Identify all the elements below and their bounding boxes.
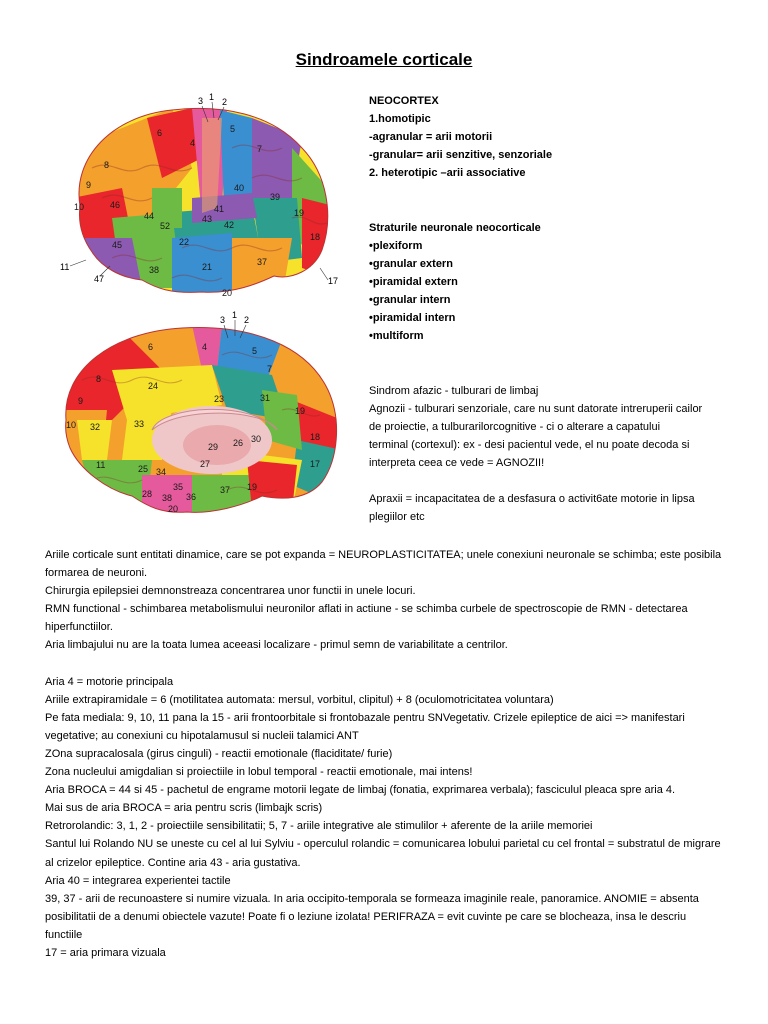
lateral-label: 17 bbox=[328, 276, 339, 286]
page-title: Sindroamele corticale bbox=[295, 50, 473, 69]
lateral-label: 7 bbox=[257, 144, 263, 154]
neocortex-line: -agranular = arii motorii bbox=[369, 131, 493, 143]
afazic-line: Sindrom afazic - tulburari de limbaj bbox=[369, 385, 539, 397]
lateral-label: 47 bbox=[94, 274, 105, 284]
sindroame-section bbox=[369, 382, 759, 526]
medial-label: 29 bbox=[208, 442, 219, 452]
body-paragraph: Chirurgia epilepsiei demnonstreaza concentrarea unor functii in unele locuri. bbox=[45, 585, 416, 598]
lateral-label: 4 bbox=[190, 138, 196, 148]
medial-label: 38 bbox=[162, 493, 173, 503]
straturi-item: •granular intern bbox=[369, 294, 451, 306]
body-paragraph: Aria 40 = integrarea experientei tactile bbox=[45, 874, 231, 887]
medial-label: 20 bbox=[168, 504, 179, 514]
straturi-item: •plexiform bbox=[369, 240, 423, 252]
agnozii-line: interpreta ceea ce vede = AGNOZII! bbox=[369, 457, 545, 469]
lateral-label: 42 bbox=[224, 220, 235, 230]
lateral-label: 11 bbox=[60, 262, 70, 272]
lateral-label: 22 bbox=[179, 237, 190, 247]
lateral-label: 43 bbox=[202, 214, 213, 224]
straturi-item: •piramidal extern bbox=[369, 276, 458, 288]
neocortex-line: 1.homotipic bbox=[369, 113, 431, 125]
body-paragraph: Retrorolandic: 3, 1, 2 - proiectiile sensibilitatii; 5, 7 - ariile integrative ale stimulilor + aferente de la ariile memoriei bbox=[45, 820, 593, 833]
lateral-label: 44 bbox=[144, 211, 155, 221]
body-paragraph: Ariile extrapiramidale = 6 (motilitatea automata: mersul, vorbitul, clipitul) + 8 (oculomotricitatea voluntara) bbox=[45, 693, 554, 706]
medial-label: 25 bbox=[138, 464, 149, 474]
lateral-label: 8 bbox=[104, 160, 110, 170]
medial-label: 6 bbox=[148, 342, 154, 352]
lateral-label: 40 bbox=[234, 183, 245, 193]
agnozii-line: Agnozii - tulburari senzoriale, care nu sunt datorate intreruperii cailor bbox=[369, 403, 703, 415]
medial-label: 32 bbox=[90, 422, 101, 432]
medial-label: 33 bbox=[134, 419, 145, 429]
lateral-label: 18 bbox=[310, 232, 321, 242]
medial-label: 34 bbox=[156, 467, 167, 477]
medial-label: 26 bbox=[233, 438, 244, 448]
medial-label: 27 bbox=[200, 459, 211, 469]
body-paragraph: Aria 4 = motorie principala bbox=[45, 675, 174, 688]
lateral-label: 45 bbox=[112, 240, 123, 250]
medial-label: 7 bbox=[267, 364, 273, 374]
body-paragraph: 39, 37 - arii de recunoastere si numire vizuala. In aria occipito-temporala se formeaza imaginile reale, panoramice. ANOMIE = absenta posibilitatii de a denumi obiectele vazute! Poate fi o leziune izolata! PERIFRAZA = evit cuvinte pe care se blocheaza, insa le descriu functiile bbox=[45, 892, 699, 941]
lateral-label: 52 bbox=[160, 221, 171, 231]
lateral-label: 21 bbox=[202, 262, 213, 272]
lateral-label: 9 bbox=[86, 180, 92, 190]
medial-label: 3 bbox=[220, 315, 226, 325]
lateral-label: 38 bbox=[149, 265, 160, 275]
apraxii-line: plegiilor etc bbox=[369, 511, 425, 523]
body-paragraph: Pe fata mediala: 9, 10, 11 pana la 15 - arii frontoorbitale si frontobazale pentru SNVegetativ. Crizele epileptice de aici => manifestari vegetative; au conexiuni cu hipotalamusul si nucleii talamici ANT bbox=[45, 711, 685, 742]
lateral-label: 41 bbox=[214, 204, 225, 214]
medial-label: 24 bbox=[148, 381, 159, 391]
body-text bbox=[45, 546, 725, 962]
medial-label: 17 bbox=[310, 459, 321, 469]
spacer bbox=[45, 655, 725, 673]
lateral-label: 10 bbox=[74, 202, 85, 212]
lateral-label: 20 bbox=[222, 288, 233, 298]
lateral-label: 5 bbox=[230, 124, 236, 134]
medial-label: 30 bbox=[251, 434, 262, 444]
body-paragraph: Ariile corticale sunt entitati dinamice, care se pot expanda = NEUROPLASTICITATEA; unele conexiuni neuronale se schimba; este posibila formarea de neuroni. bbox=[45, 549, 722, 580]
body-paragraph: 17 = aria primara vizuala bbox=[45, 946, 166, 959]
medial-label: 19 bbox=[295, 406, 306, 416]
lateral-label: 6 bbox=[157, 128, 163, 138]
medial-label: 19 bbox=[247, 482, 258, 492]
brain-medial-figure bbox=[52, 310, 352, 522]
medial-label: 4 bbox=[202, 342, 208, 352]
lateral-label: 39 bbox=[270, 192, 281, 202]
lateral-label: 3 bbox=[198, 96, 204, 106]
apraxii-line: Apraxii = incapacitatea de a desfasura o activit6ate motorie in lipsa bbox=[369, 493, 695, 505]
medial-label: 11 bbox=[96, 460, 106, 470]
neocortex-line: -granular= arii senzitive, senzoriale bbox=[369, 149, 553, 161]
neocortex-heading: NEOCORTEX bbox=[369, 95, 439, 107]
lateral-label: 1 bbox=[209, 92, 215, 102]
medial-label: 36 bbox=[186, 492, 197, 502]
body-paragraph: Mai sus de aria BROCA = aria pentru scris (limbajk scris) bbox=[45, 802, 323, 815]
body-paragraph: Santul lui Rolando NU se uneste cu cel al lui Sylviu - operculul rolandic = comunicarea lobului parietal cu cel frontal = substratul de migrare al crizelor epileptice. Contine aria 43 - aria gustativa. bbox=[45, 838, 721, 869]
straturi-item: •piramidal intern bbox=[369, 312, 456, 324]
medial-label: 2 bbox=[244, 315, 250, 325]
brain-lateral-illustration bbox=[52, 88, 352, 303]
straturi-heading: Straturile neuronale neocorticale bbox=[369, 222, 541, 234]
lateral-label: 19 bbox=[294, 208, 305, 218]
lateral-label: 37 bbox=[257, 257, 268, 267]
lateral-label: 2 bbox=[222, 97, 228, 107]
medial-label: 23 bbox=[214, 394, 225, 404]
medial-label: 5 bbox=[252, 346, 258, 356]
medial-label: 35 bbox=[173, 482, 184, 492]
brain-medial-illustration bbox=[52, 310, 352, 522]
agnozii-line: terminal (cortexul): ex - desi pacientul vede, el nu poate decoda si bbox=[369, 439, 690, 451]
medial-label: 9 bbox=[78, 396, 84, 406]
neocortex-line: 2. heterotipic –arii associative bbox=[369, 167, 526, 179]
medial-label: 10 bbox=[66, 420, 77, 430]
straturi-item: •multiform bbox=[369, 330, 424, 342]
medial-label: 28 bbox=[142, 489, 153, 499]
medial-label: 18 bbox=[310, 432, 321, 442]
body-paragraph: Zona nucleului amigdalian si proiectiile in lobul temporal - reactii emotionale, mai intens! bbox=[45, 766, 473, 779]
medial-label: 8 bbox=[96, 374, 102, 384]
brain-lateral-figure bbox=[52, 88, 352, 303]
straturi-item: •granular extern bbox=[369, 258, 453, 270]
agnozii-line: de proiectie, a tulburarilorcognitive - ci o alterare a capatului bbox=[369, 421, 661, 433]
body-paragraph: ZOna supracalosala (girus cinguli) - reactii emotionale (flaciditate/ furie) bbox=[45, 747, 393, 760]
body-paragraph: RMN functional - schimbarea metabolismului neuronilor aflati in actiune - se schimba curbele de spectroscopie de RMN - detectarea hiperfunctiilor. bbox=[45, 603, 688, 634]
neocortex-section bbox=[369, 92, 759, 182]
body-paragraph: Aria limbajului nu are la toata lumea aceeasi localizare - primul semn de variabilitate a centrilor. bbox=[45, 639, 508, 652]
medial-label: 37 bbox=[220, 485, 231, 495]
lateral-label: 46 bbox=[110, 200, 121, 210]
body-paragraph: Aria BROCA = 44 si 45 - pachetul de engrame motorii legate de limbaj (fonatia, exprimarea verbala); fasciculul pleaca spre aria 4. bbox=[45, 784, 676, 797]
medial-label: 1 bbox=[232, 310, 238, 320]
medial-label: 31 bbox=[260, 393, 271, 403]
straturi-section bbox=[369, 219, 759, 345]
